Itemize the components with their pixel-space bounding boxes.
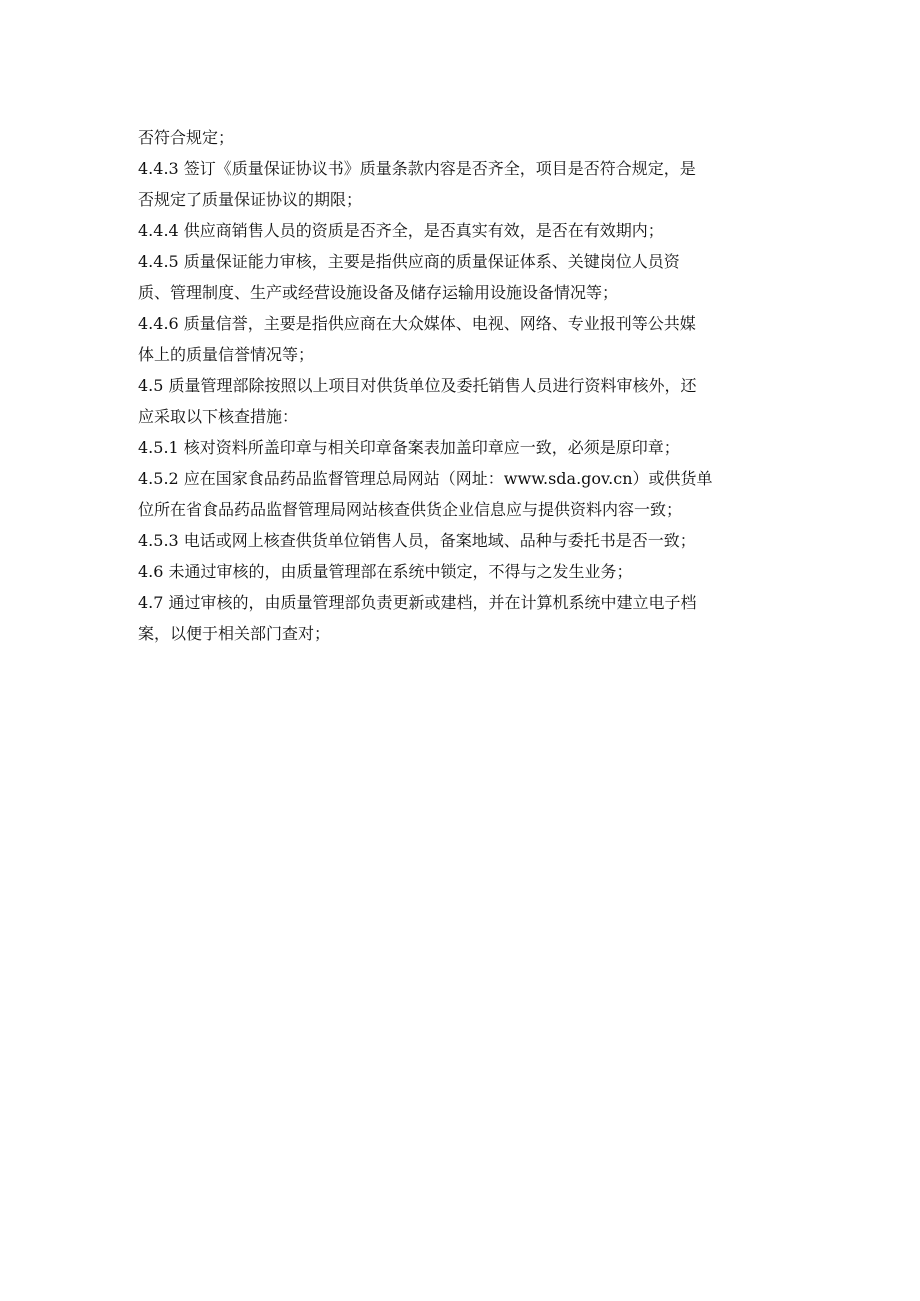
- text-line: 4.4.5 质量保证能力审核，主要是指供应商的质量保证体系、关键岗位人员资: [138, 252, 680, 271]
- text-line: 4.4.4 供应商销售人员的资质是否齐全，是否真实有效，是否在有效期内；: [138, 221, 664, 240]
- text-line: 应采取以下核查措施：: [138, 407, 299, 426]
- text-line: 4.5.1 核对资料所盖印章与相关印章备案表加盖印章应一致，必须是原印章；: [138, 438, 680, 457]
- text-line: 4.7 通过审核的，由质量管理部负责更新或建档，并在计算机系统中建立电子档: [138, 593, 697, 612]
- document-body: [138, 122, 788, 649]
- text-line: 4.5.3 电话或网上核查供货单位销售人员，备案地域、品种与委托书是否一致；: [138, 531, 696, 550]
- text-line: 4.4.6 质量信誉，主要是指供应商在大众媒体、电视、网络、专业报刊等公共媒: [138, 314, 696, 333]
- text-line: 体上的质量信誉情况等；: [138, 345, 315, 364]
- text-line: 案，以便于相关部门查对；: [138, 624, 331, 643]
- text-line: 4.6 未通过审核的，由质量管理部在系统中锁定，不得与之发生业务；: [138, 562, 633, 581]
- text-line: 位所在省食品药品监督管理局网站核查供货企业信息应与提供资料内容一致；: [138, 500, 683, 519]
- text-line: 质、管理制度、生产或经营设施设备及储存运输用设施设备情况等；: [138, 283, 619, 302]
- text-line: 否规定了质量保证协议的期限；: [138, 190, 363, 209]
- text-line: 4.5 质量管理部除按照以上项目对供货单位及委托销售人员进行资料审核外，还: [138, 376, 697, 395]
- text-line: 4.4.3 签订《质量保证协议书》质量条款内容是否齐全，项目是否符合规定，是: [138, 159, 696, 178]
- text-line: 否符合规定；: [138, 128, 235, 147]
- text-line: 4.5.2 应在国家食品药品监督管理总局网站（网址：www.sda.gov.cn）或供货单: [138, 469, 713, 488]
